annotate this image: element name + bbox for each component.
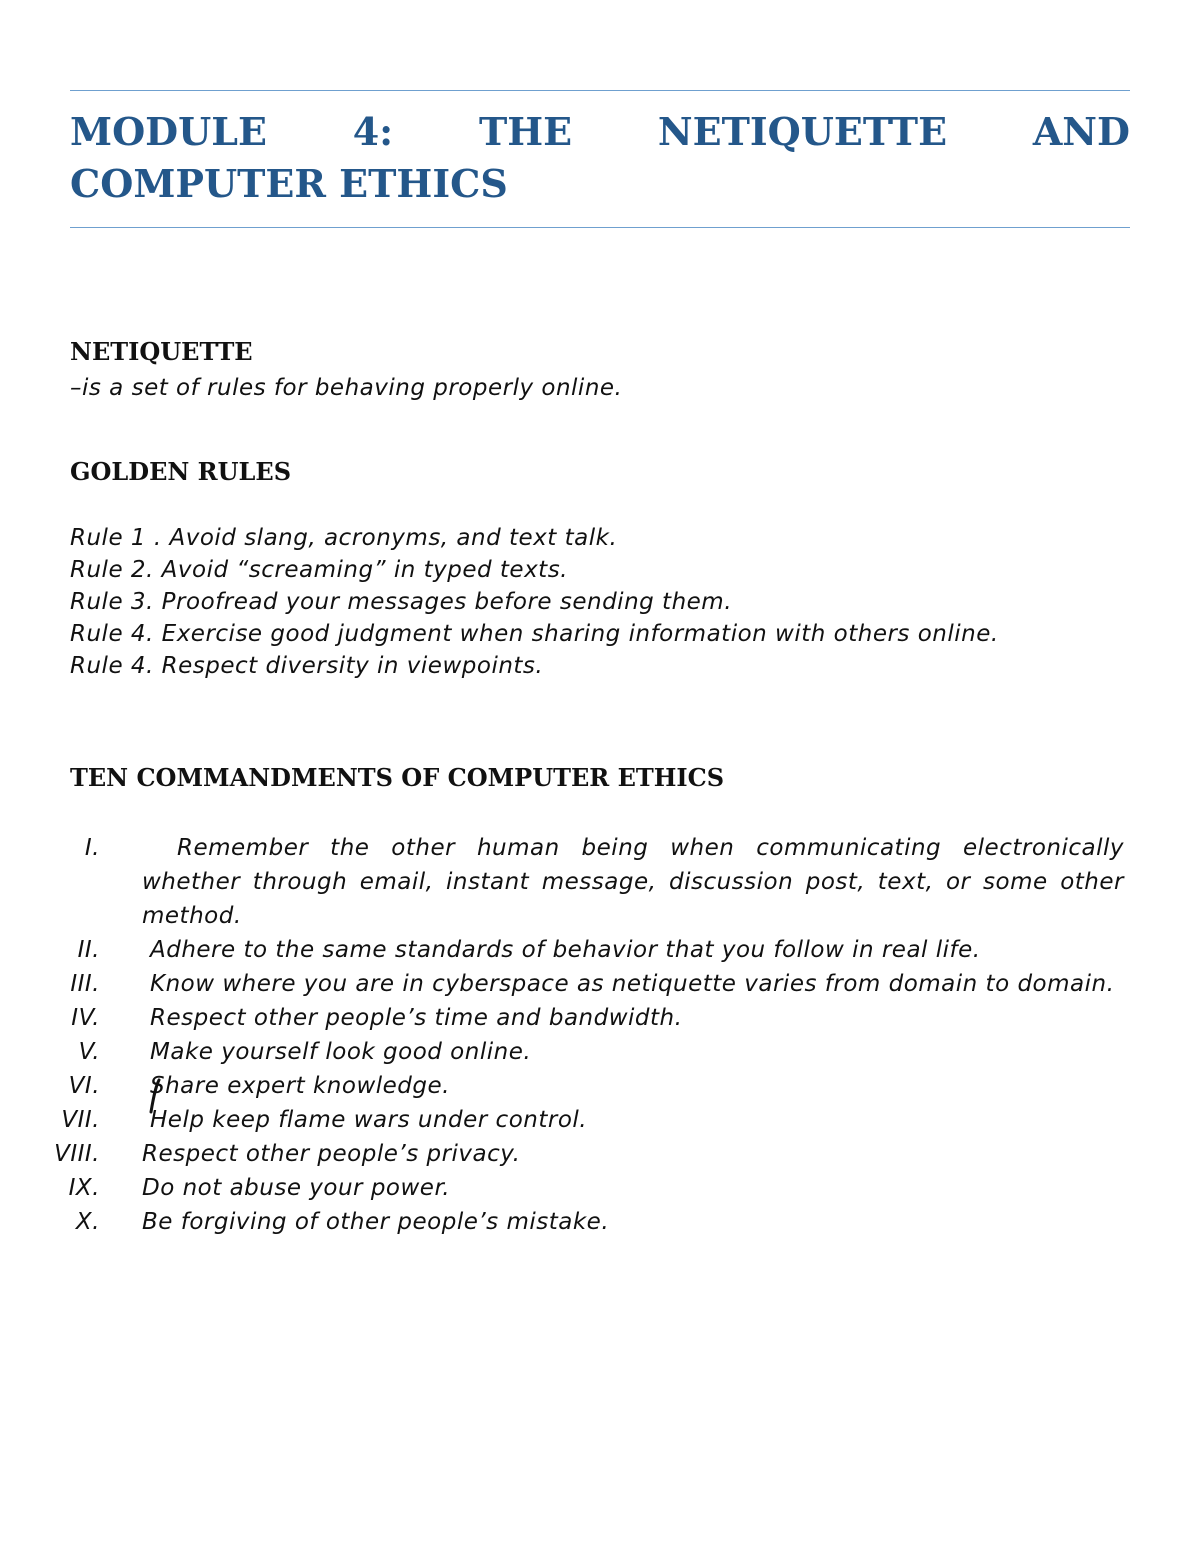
commandment-numeral: II. xyxy=(77,937,100,963)
commandment-numeral: IV. xyxy=(71,1005,100,1031)
commandment-text: Be forgiving of other people’s mistake. xyxy=(142,1209,610,1235)
commandment-item xyxy=(70,933,1124,967)
document-page xyxy=(54,0,1130,1553)
commandment-item xyxy=(61,1103,1124,1137)
commandment-item xyxy=(70,1035,1124,1069)
commandment-text: Respect other people’s privacy. xyxy=(142,1141,521,1167)
golden-rule-item: Rule 2. Avoid “screaming” in typed texts. xyxy=(70,557,568,583)
title-word: THE xyxy=(478,109,573,154)
commandment-item xyxy=(70,1069,1124,1103)
text-cursor-icon xyxy=(148,1078,162,1116)
commandment-item xyxy=(70,831,1124,933)
netiquette-heading: NETIQUETTE xyxy=(70,337,253,366)
title-top-rule xyxy=(70,90,1130,91)
commandment-item xyxy=(70,967,1124,1001)
commandments-list xyxy=(54,831,1130,1239)
golden-rule-item: Rule 1 . Avoid slang, acronyms, and text talk. xyxy=(70,525,618,551)
commandment-text: Do not abuse your power. xyxy=(142,1175,451,1201)
title-bottom-rule xyxy=(70,227,1130,228)
commandment-item xyxy=(70,1171,1124,1205)
commandment-item xyxy=(70,1205,1124,1239)
golden-rules-list xyxy=(70,522,1124,682)
title-word: MODULE xyxy=(70,109,267,154)
commandment-numeral: VII. xyxy=(61,1107,100,1133)
commandment-numeral: III. xyxy=(70,971,100,997)
commandment-numeral: IX. xyxy=(68,1175,100,1201)
commandment-text: Help keep flame wars under control. xyxy=(150,1107,588,1133)
commandment-text: Make yourself look good online. xyxy=(150,1039,532,1065)
golden-rule-item: Rule 4. Exercise good judgment when sharing information with others online. xyxy=(70,621,999,647)
title-word: AND xyxy=(1032,109,1130,154)
golden-rules-heading: GOLDEN RULES xyxy=(70,457,292,486)
golden-rule-item: Rule 3. Proofread your messages before sending them. xyxy=(70,589,733,615)
commandment-item xyxy=(70,1001,1124,1035)
module-title xyxy=(70,106,1130,210)
commandment-text: Share expert knowledge. xyxy=(150,1073,450,1099)
title-word: NETIQUETTE xyxy=(657,109,948,154)
commandment-numeral: V. xyxy=(78,1039,100,1065)
commandment-item xyxy=(54,1137,1124,1171)
commandment-text: Know where you are in cyberspace as netiquette varies from domain to domain. xyxy=(150,971,1115,997)
commandment-text: Adhere to the same standards of behavior that you follow in real life. xyxy=(150,937,981,963)
commandment-numeral: I. xyxy=(84,835,100,861)
title-word: 4: xyxy=(352,109,394,154)
commandment-numeral: VIII. xyxy=(54,1141,100,1167)
module-title-line-2: COMPUTER ETHICS xyxy=(70,161,508,206)
module-title-line-1 xyxy=(70,106,1130,158)
golden-rule-item: Rule 4. Respect diversity in viewpoints. xyxy=(70,653,544,679)
commandment-numeral: X. xyxy=(75,1209,100,1235)
commandment-numeral: VI. xyxy=(68,1073,100,1099)
commandments-heading: TEN COMMANDMENTS OF COMPUTER ETHICS xyxy=(70,763,725,792)
commandment-text: Respect other people’s time and bandwidth. xyxy=(150,1005,683,1031)
netiquette-definition: –is a set of rules for behaving properly online. xyxy=(70,375,623,401)
commandment-text: Remember the other human being when communicating electronically whether through email, instant message, discussion post, text, or some other method. xyxy=(142,835,1124,929)
